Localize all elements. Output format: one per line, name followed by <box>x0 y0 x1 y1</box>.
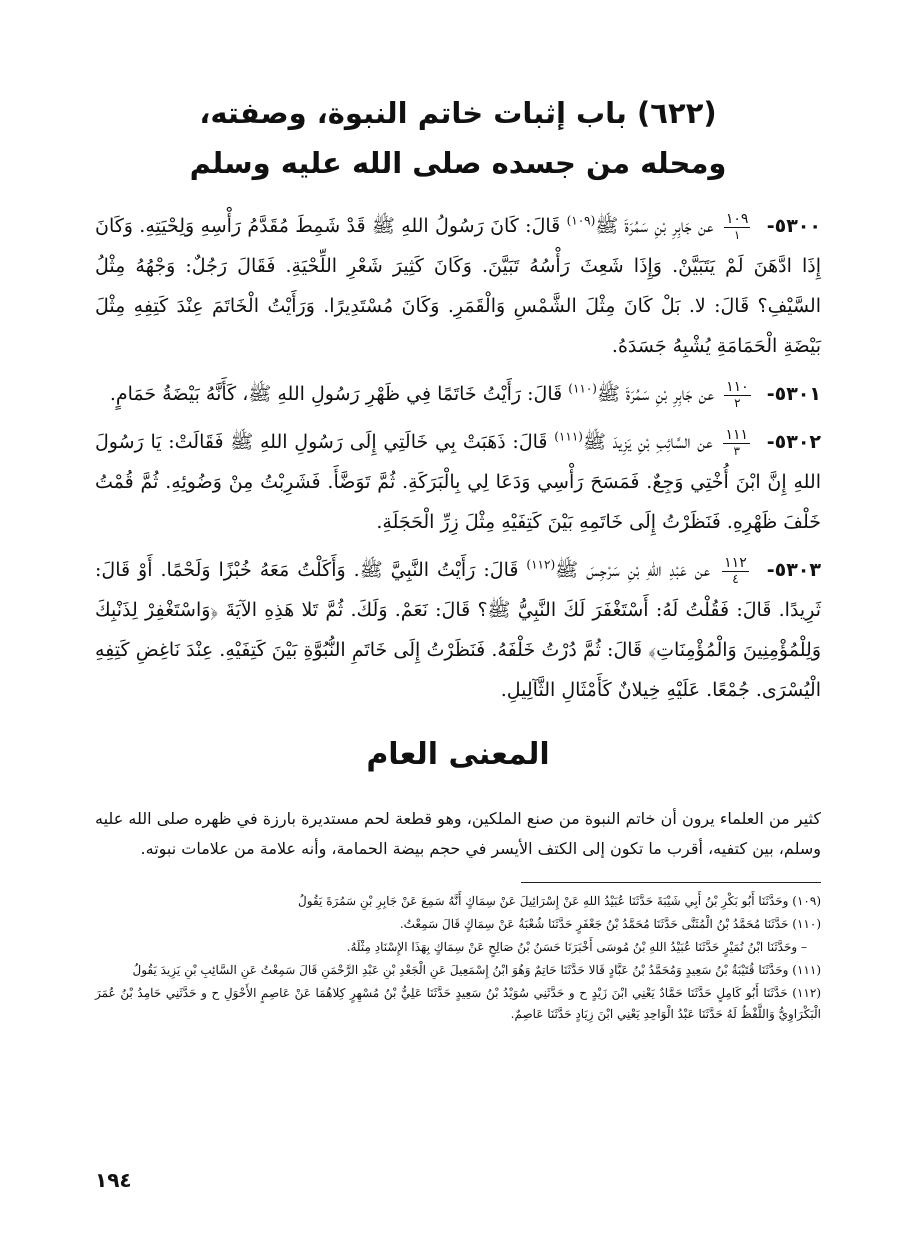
hadith-text: قَالَ: رَأَيْتُ النَّبِيَّ ﷺ. وَأَكَلْتُ مَعَهُ خُبْزًا وَلَحْمًا. أَوْ قَالَ: ثَرِيدًا. قَالَ: فَقُلْتُ لَهُ: أَسْتَغْفَرَ لَكَ النَّبِيُّ ﷺ؟ قَالَ: نَعَمْ. وَلَكَ. ثُمَّ تَلا هَذِهِ الآيَةَ ﴿وَاسْتَغْفِرْ لِذَنْبِكَ وَلِلْمُؤْمِنِينَ وَالْمُؤْمِنَاتِ﴾ قَالَ: ثُمَّ دُرْتُ خَلْفَهُ. فَنَظَرْتُ إِلَى خَاتَمِ النُّبُوَّةِ بَيْنَ كَتِفَيْهِ. عِنْدَ نَاغِضِ كَتِفِهِ الْيُسْرَى. جُمْعًا. عَلَيْهِ خِيلانٌ كَأَمْثَالِ الثَّآلِيلِ. <box>95 559 821 701</box>
fraction-top: ١٠٩ <box>725 210 749 227</box>
fraction-bottom: ٤ <box>732 571 739 586</box>
hadith-narrator: عن عَبْدِ اللهِ بْنِ سَرْجِسَ ﷺ <box>555 559 711 581</box>
hadith-5300 <box>95 206 821 366</box>
page-number: ١٩٤ <box>95 1168 132 1192</box>
hadith-narrator: عن جَابِرِ بْنِ سَمُرَةَ ﷺ <box>596 383 715 405</box>
hadith-fraction <box>724 380 751 411</box>
footnote-111: (١١١) وحَدَّثَنَا قُتَيْبَةُ بْنُ سَعِيدٍ وَمُحَمَّدُ بْنُ عَبَّادٍ قَالا حَدَّثَنَا حَاتِمٌ وَهُوَ ابْنُ إِسْمَعِيلَ عَنِ الْجَعْدِ بْنِ عَبْدِ الرَّحْمَنِ قَالَ سَمِعْتُ عَنِ السَّائِبِ بْنِ يَزِيدَ يَقُولُ <box>132 963 821 977</box>
chapter-title <box>95 88 821 188</box>
footnote-ref[interactable]: (١١١) <box>554 429 583 444</box>
hadith-text: قَالَ: رَأَيْتُ خَاتَمًا فِي ظَهْرِ رَسُولِ اللهِ ﷺ، كَأَنَّهُ بَيْضَةُ حَمَامٍ. <box>109 383 569 405</box>
footnote-112: (١١٢) حَدَّثَنَا أَبُو كَامِلٍ حَدَّثَنَا حَمَّادٌ يَعْنِي ابْنَ زَيْدٍ ح و حَدَّثَنِي سُوَيْدُ بْنُ سَعِيدٍ حَدَّثَنَا عَلِيُّ بْنُ مُسْهِرٍ كِلاهُمَا عَنْ عَاصِمٍ الأَحْوَلِ ح و حَدَّثَنِي حَامِدُ بْنُ عُمَرَ الْبَكْرَاوِيُّ وَاللَّفْظُ لَهُ حَدَّثَنَا عَبْدُ الْوَاحِدِ يَعْنِي ابْنَ زِيَادٍ حَدَّثَنَا عَاصِمٌ. <box>95 986 821 1021</box>
fraction-bottom: ٣ <box>733 443 740 458</box>
hadith-fraction <box>723 428 750 459</box>
section-heading: المعنى العام <box>366 737 550 772</box>
hadith-5302 <box>95 422 821 542</box>
footnotes <box>95 891 821 1025</box>
hadith-text: قَالَ: ذَهَبَتْ بِي خَالَتِي إِلَى رَسُولِ اللهِ ﷺ فَقَالَتْ: يَا رَسُولَ اللهِ إِنَّ ابْنَ أُخْتِي وَجِعٌ. فَمَسَحَ رَأْسِي وَدَعَا لِي بِالْبَرَكَةِ. ثُمَّ تَوَضَّأَ. فَشَرِبْتُ مِنْ وَضُوئِهِ. ثُمَّ قُمْتُ خَلْفَ ظَهْرِهِ. فَنَظَرْتُ إِلَى خَاتَمِهِ بَيْنَ كَتِفَيْهِ مِثْلَ زِرِّ الْحَجَلَةِ. <box>95 431 821 533</box>
hadith-narrator: عن جَابِرِ بْنِ سَمُرَةَ ﷺ <box>595 215 714 237</box>
footnote-ref[interactable]: (١١٠) <box>568 381 597 396</box>
footnote-109: (١٠٩) وحَدَّثَنَا أَبُو بَكْرِ بْنُ أَبِي شَيْبَةَ حَدَّثَنَا عُبَيْدُ اللهِ عَنْ إِسْرَائِيلَ عَنْ سِمَاكٍ أَنَّهُ سَمِعَ عَنْ جَابِرِ بْنِ سَمُرَةَ يَقُولُ <box>298 894 821 908</box>
hadith-fraction <box>722 556 749 587</box>
chapter-title-line1: (٦٢٢) باب إثبات خاتم النبوة، وصفته، <box>199 96 717 130</box>
footnote-110-continued: – وحَدَّثَنَا ابْنُ نُمَيْرٍ حَدَّثَنَا عُبَيْدُ اللهِ بْنُ مُوسَى أَخْبَرَنَا حَسَنُ بْنُ صَالِحٍ عَنْ سِمَاكٍ بِهَذَا الإِسْنَادِ مِثْلَهُ. <box>346 940 807 954</box>
book-page <box>95 88 821 1027</box>
fraction-bottom: ١ <box>733 227 741 242</box>
chapter-title-line2: ومحله من جسده صلى الله عليه وسلم <box>189 146 727 180</box>
footnote-ref[interactable]: (١٠٩) <box>566 213 596 228</box>
general-meaning-paragraph: كثير من العلماء يرون أن خاتم النبوة من صنع الملكين، وهو قطعة لحم مستديرة بارزة في ظهره صلى الله عليه وسلم، بين كتفيه، أقرب ما تكون إلى الكتف الأيسر في حجم بيضة الحمامة، وأنه علامة من علامات نبوته. <box>95 809 821 858</box>
hadith-number: ٥٣٠١- <box>766 383 821 405</box>
hadith-number: ٥٣٠٣- <box>766 559 821 581</box>
hadith-number: ٥٣٠٠- <box>766 215 821 237</box>
footnote-divider <box>521 882 821 883</box>
footnote-ref[interactable]: (١١٢) <box>526 557 556 572</box>
fraction-bottom: ٢ <box>734 395 741 410</box>
footnote-110: (١١٠) حَدَّثَنَا مُحَمَّدُ بْنُ الْمُثَنَّى حَدَّثَنَا مُحَمَّدُ بْنُ جَعْفَرٍ حَدَّثَنَا شُعْبَةُ عَنْ سِمَاكٍ قَالَ سَمِعْتُ. <box>399 917 821 931</box>
hadith-number: ٥٣٠٢- <box>766 431 822 453</box>
hadith-fraction <box>724 212 751 243</box>
fraction-top: ١١١ <box>725 426 748 443</box>
fraction-top: ١١٠ <box>726 378 749 395</box>
hadith-narrator: عن السَّائِبِ بْنِ يَزِيدَ ﷺ <box>582 431 713 453</box>
fraction-top: ١١٢ <box>724 554 747 571</box>
hadith-5303 <box>95 550 821 710</box>
hadith-5301 <box>95 374 821 414</box>
hadith-text: قَالَ: كَانَ رَسُولُ اللهِ ﷺ قَدْ شَمِطَ مُقَدَّمُ رَأْسِهِ وَلِحْيَتِهِ. وَكَانَ إِذَا ادَّهَنَ لَمْ يَتَبَيَّنْ. وَإِذَا شَعِثَ رَأْسُهُ تَبَيَّنَ. وَكَانَ كَثِيرَ شَعْرِ اللِّحْيَةِ. فَقَالَ رَجُلٌ: وَجْهُهُ مِثْلُ السَّيْفِ؟ قَالَ: لا. بَلْ كَانَ مِثْلَ الشَّمْسِ وَالْقَمَرِ. وَكَانَ مُسْتَدِيرًا. وَرَأَيْتُ الْخَاتَمَ عِنْدَ كَتِفِهِ مِثْلَ بَيْضَةِ الْحَمَامَةِ يُشْبِهُ جَسَدَهُ. <box>95 215 822 357</box>
